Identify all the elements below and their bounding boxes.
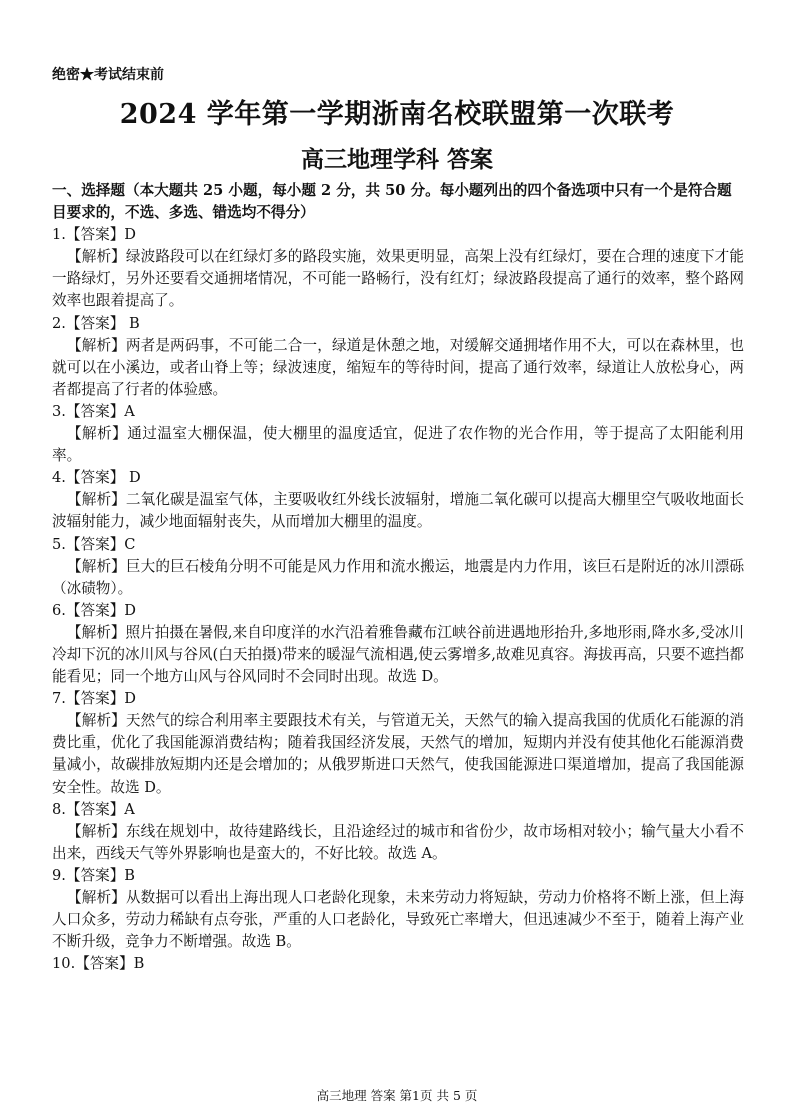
page-title: 2024 学年第一学期浙南名校联盟第一次联考 — [119, 99, 675, 130]
answer-4: 4.【答案】 D — [52, 469, 141, 487]
section-heading: 一、选择题（本大题共 25 小题，每小题 2 分，共 50 分。每小题列出的四个备选项中只有一个是符合题目要求的，不选、多选、错选均不得分） — [52, 182, 732, 222]
explanation-2: 【解析】两者是两码事，不可能二合一，绿道是休憩之地，对缓解交通拥堵作用不大，可以在森林里，也就可以在小溪边，或者山脊上等；绿波速度，缩短车的等待时间，提高了通行效率，绿道让人放松身心，两者都提高了行者的体验感。 — [52, 336, 744, 398]
answer-9: 9.【答案】B — [52, 866, 136, 884]
answer-2: 2.【答案】 B — [52, 314, 140, 332]
explanation-6: 【解析】照片拍摄在暑假,来自印度洋的水汽沿着雅鲁藏布江峡谷前进遇地形抬升,多地形雨,降水多,受冰川冷却下沉的冰川风与谷风(白天拍摄)带来的暖湿气流相遇,使云雾增多,故难见真容。海拔再高，只要不遮挡都能看见；同一个地方山风与谷风同时不会同时出现。故选 D。 — [52, 623, 744, 686]
explanation-8: 【解析】东线在规划中，故待建路线长，且沿途经过的城市和省份少，故市场相对较小；输气量大小看不出来，西线天气等外界影响也是蛮大的，不好比较。故选 A。 — [52, 822, 744, 862]
explanation-9: 【解析】从数据可以看出上海出现人口老龄化现象，未来劳动力将短缺，劳动力价格将不断上涨，但上海人口众多，劳动力稀缺有点夸张，严重的人口老龄化，导致死亡率增大，但迅速减少不至于，随着上海产业不断升级，竞争力不断增强。故选 B。 — [52, 889, 744, 951]
answer-7: 7.【答案】D — [52, 690, 136, 708]
answer-8: 8.【答案】A — [52, 800, 135, 818]
answer-1: 1.【答案】D — [52, 226, 136, 244]
answer-3: 3.【答案】A — [52, 402, 135, 420]
explanation-3: 【解析】通过温室大棚保温，使大棚里的温度适宜，促进了农作物的光合作用，等于提高了太阳能利用率。 — [52, 425, 744, 465]
answer-10: 10.【答案】B — [52, 955, 145, 973]
page-footer: 高三地理 答案 第1页 共 5 页 — [316, 1088, 478, 1103]
confidential-mark: 绝密★考试结束前 — [52, 67, 164, 83]
answer-content — [52, 180, 744, 975]
explanation-5: 【解析】巨大的巨石棱角分明不可能是风力作用和流水搬运，地震是内力作用，该巨石是附近的冰川漂砾（冰碛物）。 — [52, 557, 744, 597]
answer-5: 5.【答案】C — [52, 535, 136, 553]
page-subtitle: 高三地理学科 答案 — [300, 146, 493, 173]
explanation-4: 【解析】二氧化碳是温室气体，主要吸收红外线长波辐射，增施二氧化碳可以提高大棚里空气吸收地面长波辐射能力，减少地面辐射丧失，从而增加大棚里的温度。 — [52, 491, 744, 531]
answer-6: 6.【答案】D — [52, 601, 136, 619]
explanation-7: 【解析】天然气的综合利用率主要跟技术有关，与管道无关，天然气的输入提高我国的优质化石能源的消费比重，优化了我国能源消费结构；随着我国经济发展，天然气的增加，短期内并没有使其他化石能源消费量减小，故碳排放短期内还是会增加的；从俄罗斯进口天然气，使我国能源进口渠道增加，提高了我国能源安全性。故选 D。 — [52, 712, 744, 796]
explanation-1: 【解析】绿波路段可以在红绿灯多的路段实施，效果更明显，高架上没有红绿灯，要在合理的速度下才能一路绿灯，另外还要看交通拥堵情况，不可能一路畅行，没有红灯；绿波路段提高了通行的效率，整个路网效率也跟着提高了。 — [52, 248, 744, 310]
